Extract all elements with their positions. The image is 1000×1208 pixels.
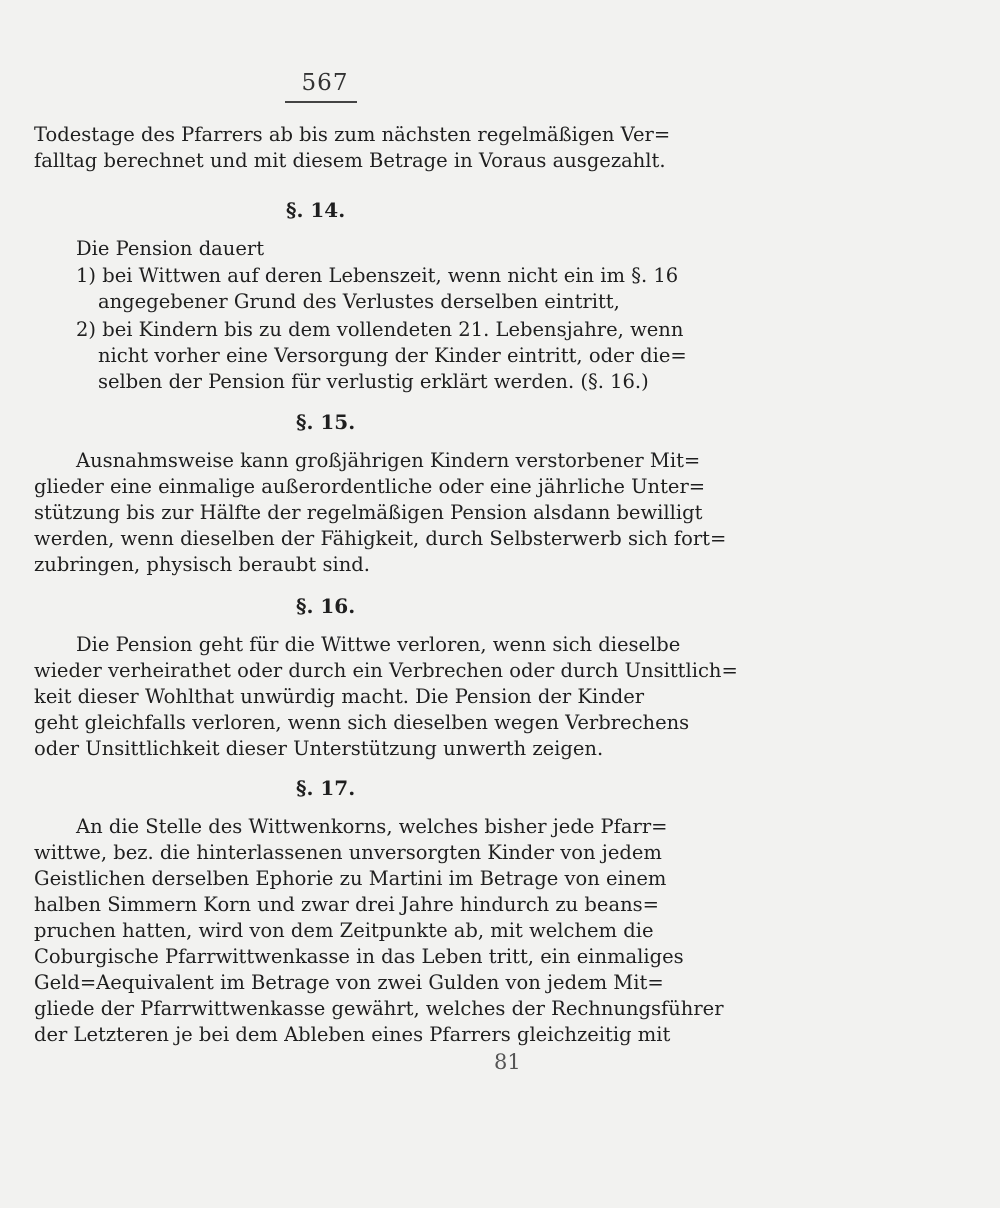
text-line: werden, wenn dieselben der Fähigkeit, durch Selbsterwerb sich fort= (34, 527, 727, 550)
section-heading-14: §. 14. (286, 198, 346, 222)
text-line: geht gleichfalls verloren, wenn sich dieselben wegen Verbrechens (34, 711, 690, 734)
text-line: keit dieser Wohlthat unwürdig macht. Die Pension der Kinder (34, 685, 645, 708)
section-heading-16: §. 16. (296, 594, 356, 618)
text-line: stützung bis zur Hälfte der regelmäßigen Pension alsdann bewilligt (34, 501, 703, 524)
text-line: gliede der Pfarrwittwenkasse gewährt, welches der Rechnungsführer (34, 997, 724, 1020)
text-line: halben Simmern Korn und zwar drei Jahre hindurch zu beans= (34, 893, 659, 916)
section-heading-17: §. 17. (296, 776, 356, 800)
text-line: Ausnahmsweise kann großjährigen Kindern verstorbener Mit= (76, 449, 701, 472)
signature-mark: 81 (494, 1050, 521, 1074)
text-line: zubringen, physisch beraubt sind. (34, 553, 370, 576)
list-item-line: nicht vorher eine Versorgung der Kinder eintritt, oder die= (98, 344, 687, 367)
list-item-line: 2) bei Kindern bis zu dem vollendeten 21. Lebensjahre, wenn (76, 318, 684, 341)
list-item-line: 1) bei Wittwen auf deren Lebenszeit, wenn nicht ein im §. 16 (76, 264, 679, 287)
text-line: Die Pension geht für die Wittwe verloren, wenn sich dieselbe (76, 633, 681, 656)
text-line: Coburgische Pfarrwittwenkasse in das Leben tritt, ein einmaliges (34, 945, 684, 968)
text-line: oder Unsittlichkeit dieser Unterstützung unwerth zeigen. (34, 737, 604, 760)
page-number: 567 (301, 70, 349, 96)
text-line: falltag berechnet und mit diesem Betrage in Voraus ausgezahlt. (34, 149, 666, 172)
text-line: glieder eine einmalige außerordentliche oder eine jährliche Unter= (34, 475, 706, 498)
section-heading-15: §. 15. (296, 410, 356, 434)
text-line: Todestage des Pfarrers ab bis zum nächsten regelmäßigen Ver= (34, 123, 671, 146)
text-line: der Letzteren je bei dem Ableben eines Pfarrers gleichzeitig mit (34, 1023, 671, 1046)
text-line: wittwe, bez. die hinterlassenen unversorgten Kinder von jedem (34, 841, 662, 864)
text-line: Die Pension dauert (76, 237, 265, 260)
text-line: wieder verheirathet oder durch ein Verbrechen oder durch Unsittlich= (34, 659, 738, 682)
list-item-line: angegebener Grund des Verlustes derselben eintritt, (98, 290, 620, 313)
list-item-line: selben der Pension für verlustig erklärt werden. (§. 16.) (98, 370, 649, 393)
text-line: pruchen hatten, wird von dem Zeitpunkte ab, mit welchem die (34, 919, 654, 942)
text-line: Geld=Aequivalent im Betrage von zwei Gulden von jedem Mit= (34, 971, 664, 994)
text-line: Geistlichen derselben Ephorie zu Martini im Betrage von einem (34, 867, 667, 890)
text-line: An die Stelle des Wittwenkorns, welches bisher jede Pfarr= (76, 815, 668, 838)
page-number-rule (285, 101, 357, 103)
